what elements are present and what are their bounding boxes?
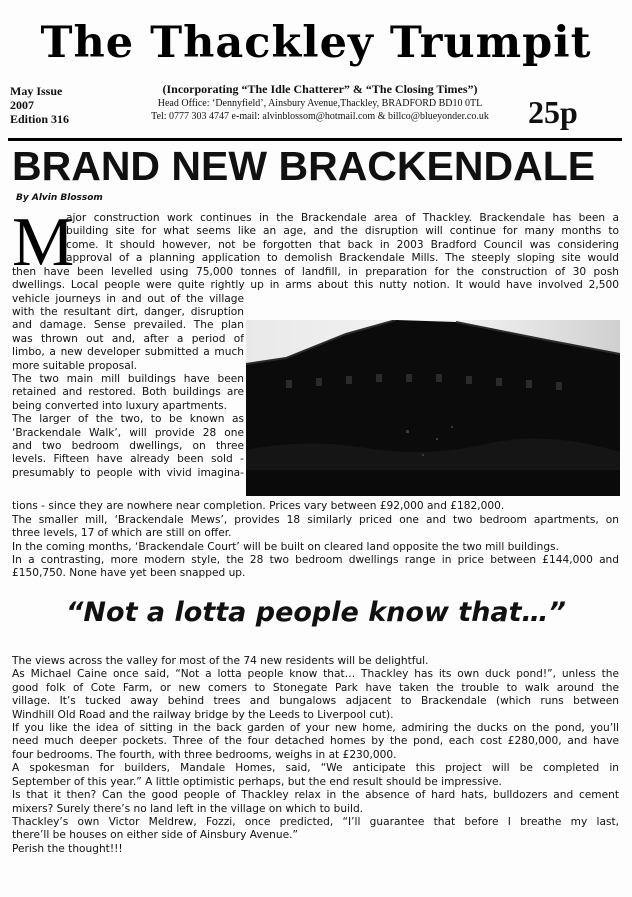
- article-line: come. It should however, not be forgotten that back in 2003 Bradford Council was considering: [66, 239, 619, 251]
- article-line: ‘Brackendale Walk’, will provide 28 one: [12, 427, 244, 439]
- issue-info: [10, 84, 69, 126]
- article-line: limbo, a new developer submitted a much: [12, 346, 244, 358]
- drop-cap: M: [12, 204, 75, 281]
- article-line: with the resultant dirt, danger, disruption: [12, 306, 244, 318]
- article-line: approval of a planning application to demolish Brackendale Mills. The steeply sloping site would: [66, 252, 619, 264]
- article-line: retained and restored. Both buildings are: [12, 386, 244, 398]
- section-line: A spokesman for builders, Mandale Homes, said, “We anticipate this project will be completed in: [12, 762, 619, 774]
- mill-photo-image: [246, 320, 620, 496]
- section-line: If you like the idea of sitting in the back garden of your new home, admiring the ducks on the pond, you’ll: [12, 722, 619, 734]
- article-line: building site for what seems like an age, and the disruption will continue for many months to: [66, 225, 619, 237]
- issue-year: 2007: [10, 98, 34, 112]
- article-line: then have been levelled using 75,000 tonnes of landfill, in preparation for the construction of 30 posh: [12, 266, 619, 278]
- masthead-details: [120, 82, 520, 123]
- section-line: village. It’s tucked away behind trees and bungalows adjacent to Brackendale (which runs between: [12, 695, 619, 707]
- section-line: good folk of Cote Farm, or new comers to Stonegate Park have taken the trouble to walk around the: [12, 682, 619, 694]
- article-line: three levels, 17 of which are still on offer.: [12, 527, 232, 539]
- article-line: £150,750. None have yet been snapped up.: [12, 567, 246, 579]
- contact-line: Tel: 0777 303 4747 e-mail: alvinblossom@hotmail.com & billco@blueyonder.co.uk: [151, 111, 489, 122]
- article-line: In a contrasting, more modern style, the 28 two bedroom dwellings range in price between £144,000 and: [12, 554, 619, 566]
- article-line: tions - since they are nowhere near completion. Prices vary between £92,000 and £182,000.: [12, 500, 505, 512]
- mill-photo: [246, 320, 620, 496]
- section-line: mixers? Surely there’s no land left in the village on which to build.: [12, 803, 364, 815]
- section-line: September of this year.” A little optimistic perhaps, but the end result should be impressive.: [12, 776, 502, 788]
- article-line: dwellings. Local people were quite rightly up in arms about this nutty notion. It would have involved 2,500: [12, 279, 619, 291]
- section-line: Windhill Old Road and the railway bridge by the Leeds to Liverpool cut).: [12, 709, 394, 721]
- issue-edition: Edition 316: [10, 112, 70, 126]
- pull-quote: “Not a lotta people know that…”: [66, 597, 566, 628]
- article-line: The smaller mill, ‘Brackendale Mews’, provides 18 similarly priced one and two bedroom apartments, on: [12, 514, 619, 526]
- section-line: need much deeper pockets. Three of the four detached homes by the pond, each cost £280,000, and have: [12, 735, 619, 747]
- article-line: presumably to people with vivid imagina-: [12, 467, 244, 479]
- article-line: In the coming months, ‘Brackendale Court’ will be built on cleared land opposite the two mill buildings.: [12, 541, 559, 553]
- article-line: vehicle journeys in and out of the village: [12, 293, 244, 305]
- article-line: being converted into luxury apartments.: [12, 400, 228, 412]
- section-line: four bedrooms. The fourth, with three bedrooms, weighs in at £230,000.: [12, 749, 397, 761]
- article-line: and damage. Sense prevailed. The plan: [12, 319, 244, 331]
- section-line: Is that it then? Can the good people of Thackley relax in the absence of hard hats, bulldozers and cement: [12, 789, 619, 801]
- section-line: As Michael Caine once said, “Not a lotta people know that… Thackley has its own duck pond!”, unless the: [12, 668, 619, 680]
- price-label: 25p: [528, 94, 578, 130]
- section-line: The views across the valley for most of the 74 new residents will be delightful.: [12, 655, 429, 667]
- article-line: was thrown out and, after a period of: [12, 333, 244, 345]
- section-line: Thackley’s own Victor Meldrew, Fozzi, once predicted, “I’ll guarantee that before I breathe my last,: [12, 816, 619, 828]
- article-headline: BRAND NEW BRACKENDALE: [12, 143, 596, 189]
- section-line: there’ll be houses on either side of Ainsbury Avenue.”: [12, 829, 298, 841]
- article-line: ajor construction work continues in the Brackendale area of Thackley. Brackendale has been a: [66, 212, 619, 224]
- article-line: levels. Fifteen have already been sold -: [12, 453, 244, 465]
- head-office-line: Head Office: ‘Dennyfield’, Ainsbury Avenue,Thackley, BRADFORD BD10 0TL: [157, 98, 483, 109]
- article-line: more suitable proposal.: [12, 360, 138, 372]
- issue-month: May Issue: [10, 84, 63, 98]
- masthead-title: The Thackley Trumpit: [40, 18, 592, 68]
- article-line: and two bedroom dwellings, on three: [12, 440, 244, 452]
- article-line: The two main mill buildings have been: [12, 373, 244, 385]
- article-line: The larger of the two, to be known as: [12, 413, 244, 425]
- incorporating-line: (Incorporating “The Idle Chatterer” & “The Closing Times”): [162, 82, 478, 96]
- article-byline: By Alvin Blossom: [16, 193, 103, 203]
- section-line: Perish the thought!!!: [12, 843, 123, 855]
